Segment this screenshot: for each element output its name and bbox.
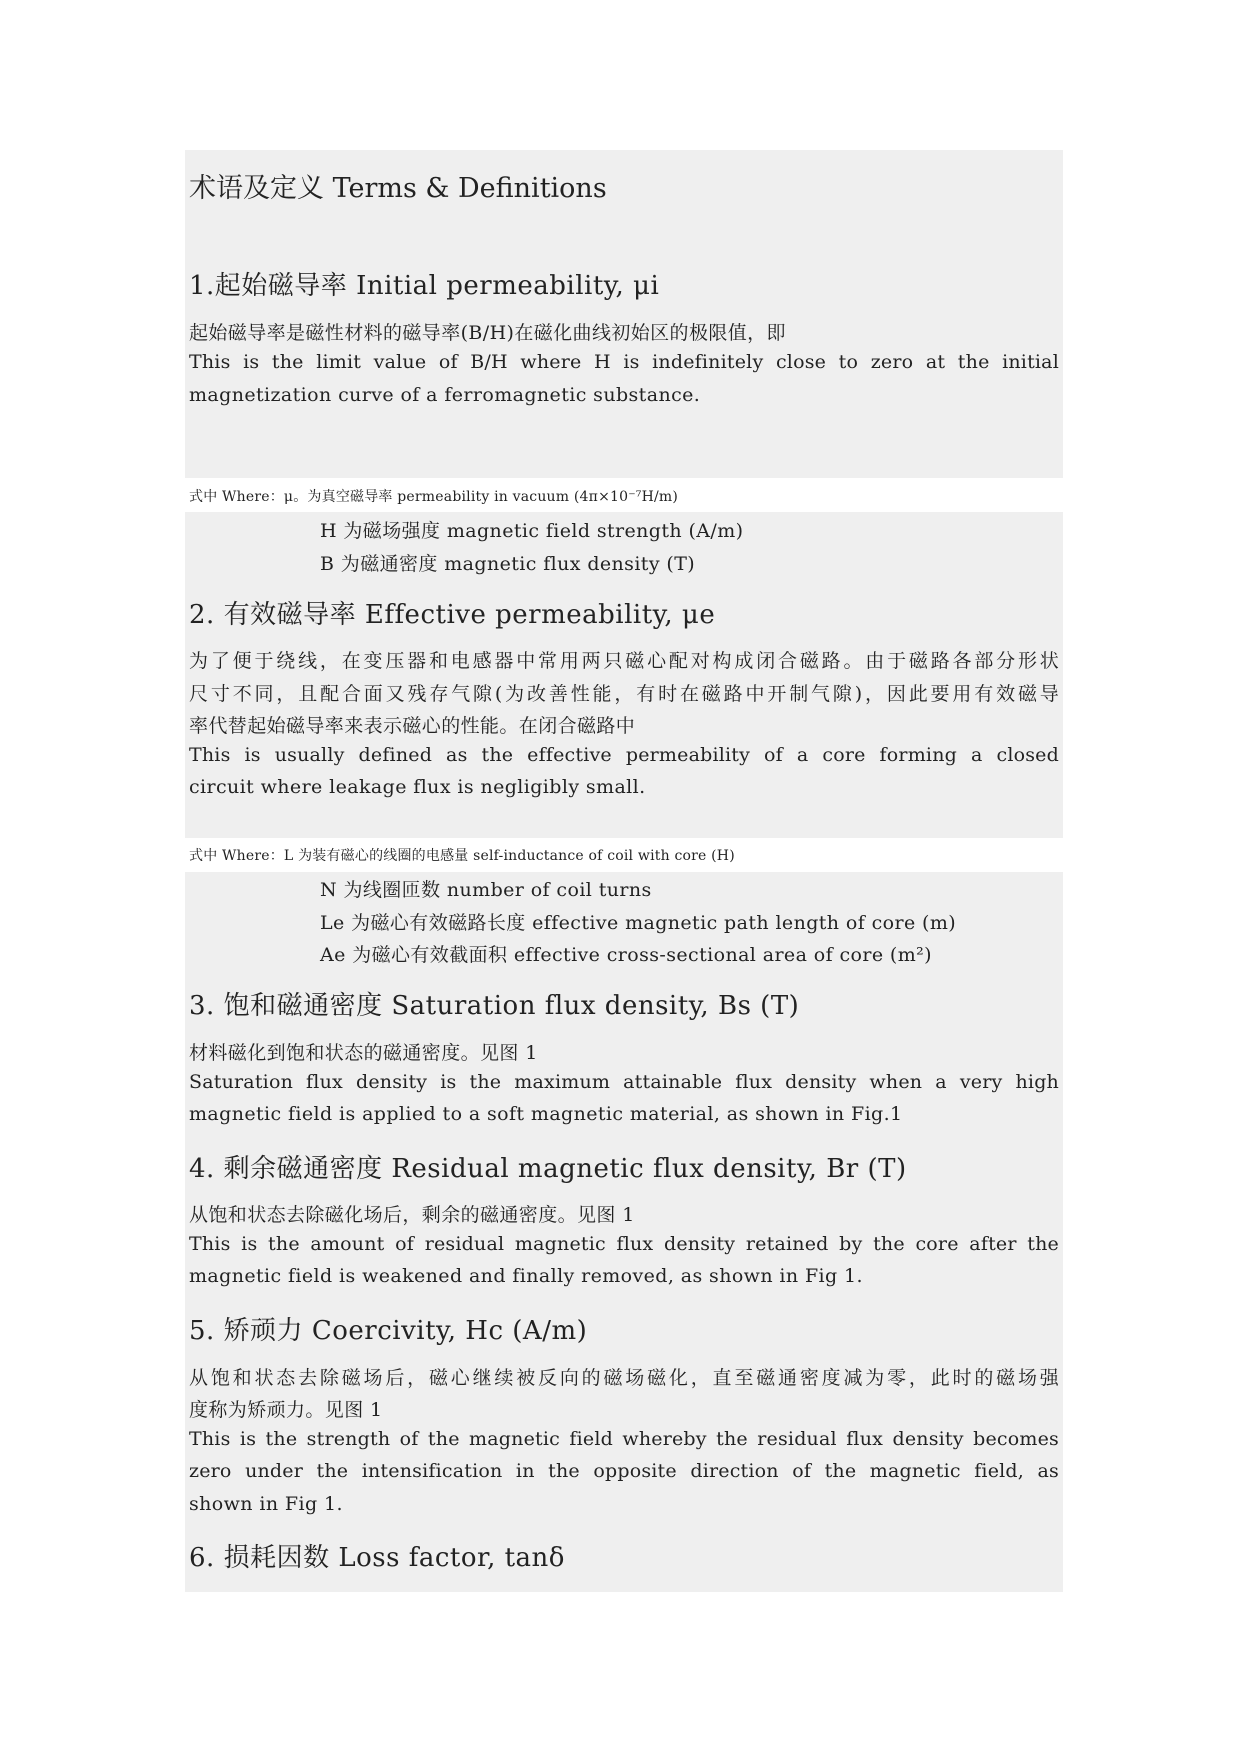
section-5-en-3: shown in Fig 1. xyxy=(189,1493,343,1515)
section-4-zh: 从饱和状态去除磁化场后，剩余的磁通密度。见图 1 xyxy=(189,1204,635,1226)
section-2-en-1: This is usually defined as the effective permeability of a core forming a closed xyxy=(189,744,1059,766)
section-3-zh: 材料磁化到饱和状态的磁通密度。见图 1 xyxy=(189,1042,538,1064)
section-2-n-def: N 为线圈匝数 number of coil turns xyxy=(320,879,652,901)
section-1-b-def: B 为磁通密度 magnetic flux density (T) xyxy=(320,553,696,575)
section-4-en-1: This is the amount of residual magnetic flux density retained by the core after the xyxy=(189,1233,1059,1255)
section-4-heading: 4. 剩余磁通密度 Residual magnetic flux density, Br (T) xyxy=(189,1154,907,1184)
section-1-h-def: H 为磁场强度 magnetic field strength (A/m) xyxy=(320,520,744,542)
section-1-en-2: magnetization curve of a ferromagnetic substance. xyxy=(189,384,701,406)
section-2-heading: 2. 有效磁导率 Effective permeability, μe xyxy=(189,600,716,630)
section-5-en-2: zero under the intensification in the opposite direction of the magnetic field, as xyxy=(189,1460,1059,1482)
section-6-heading: 6. 损耗因数 Loss factor, tanδ xyxy=(189,1543,565,1573)
section-5-zh-1: 从饱和状态去除磁场后，磁心继续被反向的磁场磁化，直至磁通密度减为零，此时的磁场强 xyxy=(189,1367,1059,1389)
section-2-where: 式中 Where：L 为装有磁心的线圈的电感量 self-inductance of coil with core (H) xyxy=(189,848,735,864)
section-2-zh-3: 率代替起始磁导率来表示磁心的性能。在闭合磁路中 xyxy=(189,715,636,737)
section-3-en-1: Saturation flux density is the maximum attainable flux density when a very high xyxy=(189,1071,1059,1093)
section-2-ae-def: Ae 为磁心有效截面积 effective cross-sectional area of core (m²) xyxy=(320,944,932,966)
section-5-heading: 5. 矫顽力 Coercivity, Hc (A/m) xyxy=(189,1316,588,1346)
section-4-en-2: magnetic field is weakened and finally removed, as shown in Fig 1. xyxy=(189,1265,863,1287)
section-2-le-def: Le 为磁心有效磁路长度 effective magnetic path length of core (m) xyxy=(320,912,957,934)
section-1-en-1: This is the limit value of B/H where H is indefinitely close to zero at the initial xyxy=(189,351,1059,373)
section-2-en-2: circuit where leakage flux is negligibly small. xyxy=(189,776,646,798)
page-title: 术语及定义 Terms & Definitions xyxy=(189,173,607,204)
section-5-en-1: This is the strength of the magnetic field whereby the residual flux density becomes xyxy=(189,1428,1059,1450)
section-3-en-2: magnetic field is applied to a soft magnetic material, as shown in Fig.1 xyxy=(189,1103,903,1125)
section-5-zh-2: 度称为矫顽力。见图 1 xyxy=(189,1399,383,1421)
section-2-zh-2: 尺寸不同，且配合面又残存气隙(为改善性能，有时在磁路中开制气隙)，因此要用有效磁导 xyxy=(189,683,1059,705)
block-3 xyxy=(185,872,1063,1592)
section-3-heading: 3. 饱和磁通密度 Saturation flux density, Bs (T) xyxy=(189,991,800,1021)
section-1-zh: 起始磁导率是磁性材料的磁导率(B/H)在磁化曲线初始区的极限值，即 xyxy=(189,322,786,344)
section-2-zh-1: 为了便于绕线，在变压器和电感器中常用两只磁心配对构成闭合磁路。由于磁路各部分形状 xyxy=(189,650,1059,672)
section-1-where: 式中 Where：μ。为真空磁导率 permeability in vacuum (4π×10⁻⁷H/m) xyxy=(189,489,679,505)
section-1-heading: 1.起始磁导率 Initial permeability, μi xyxy=(189,271,660,301)
